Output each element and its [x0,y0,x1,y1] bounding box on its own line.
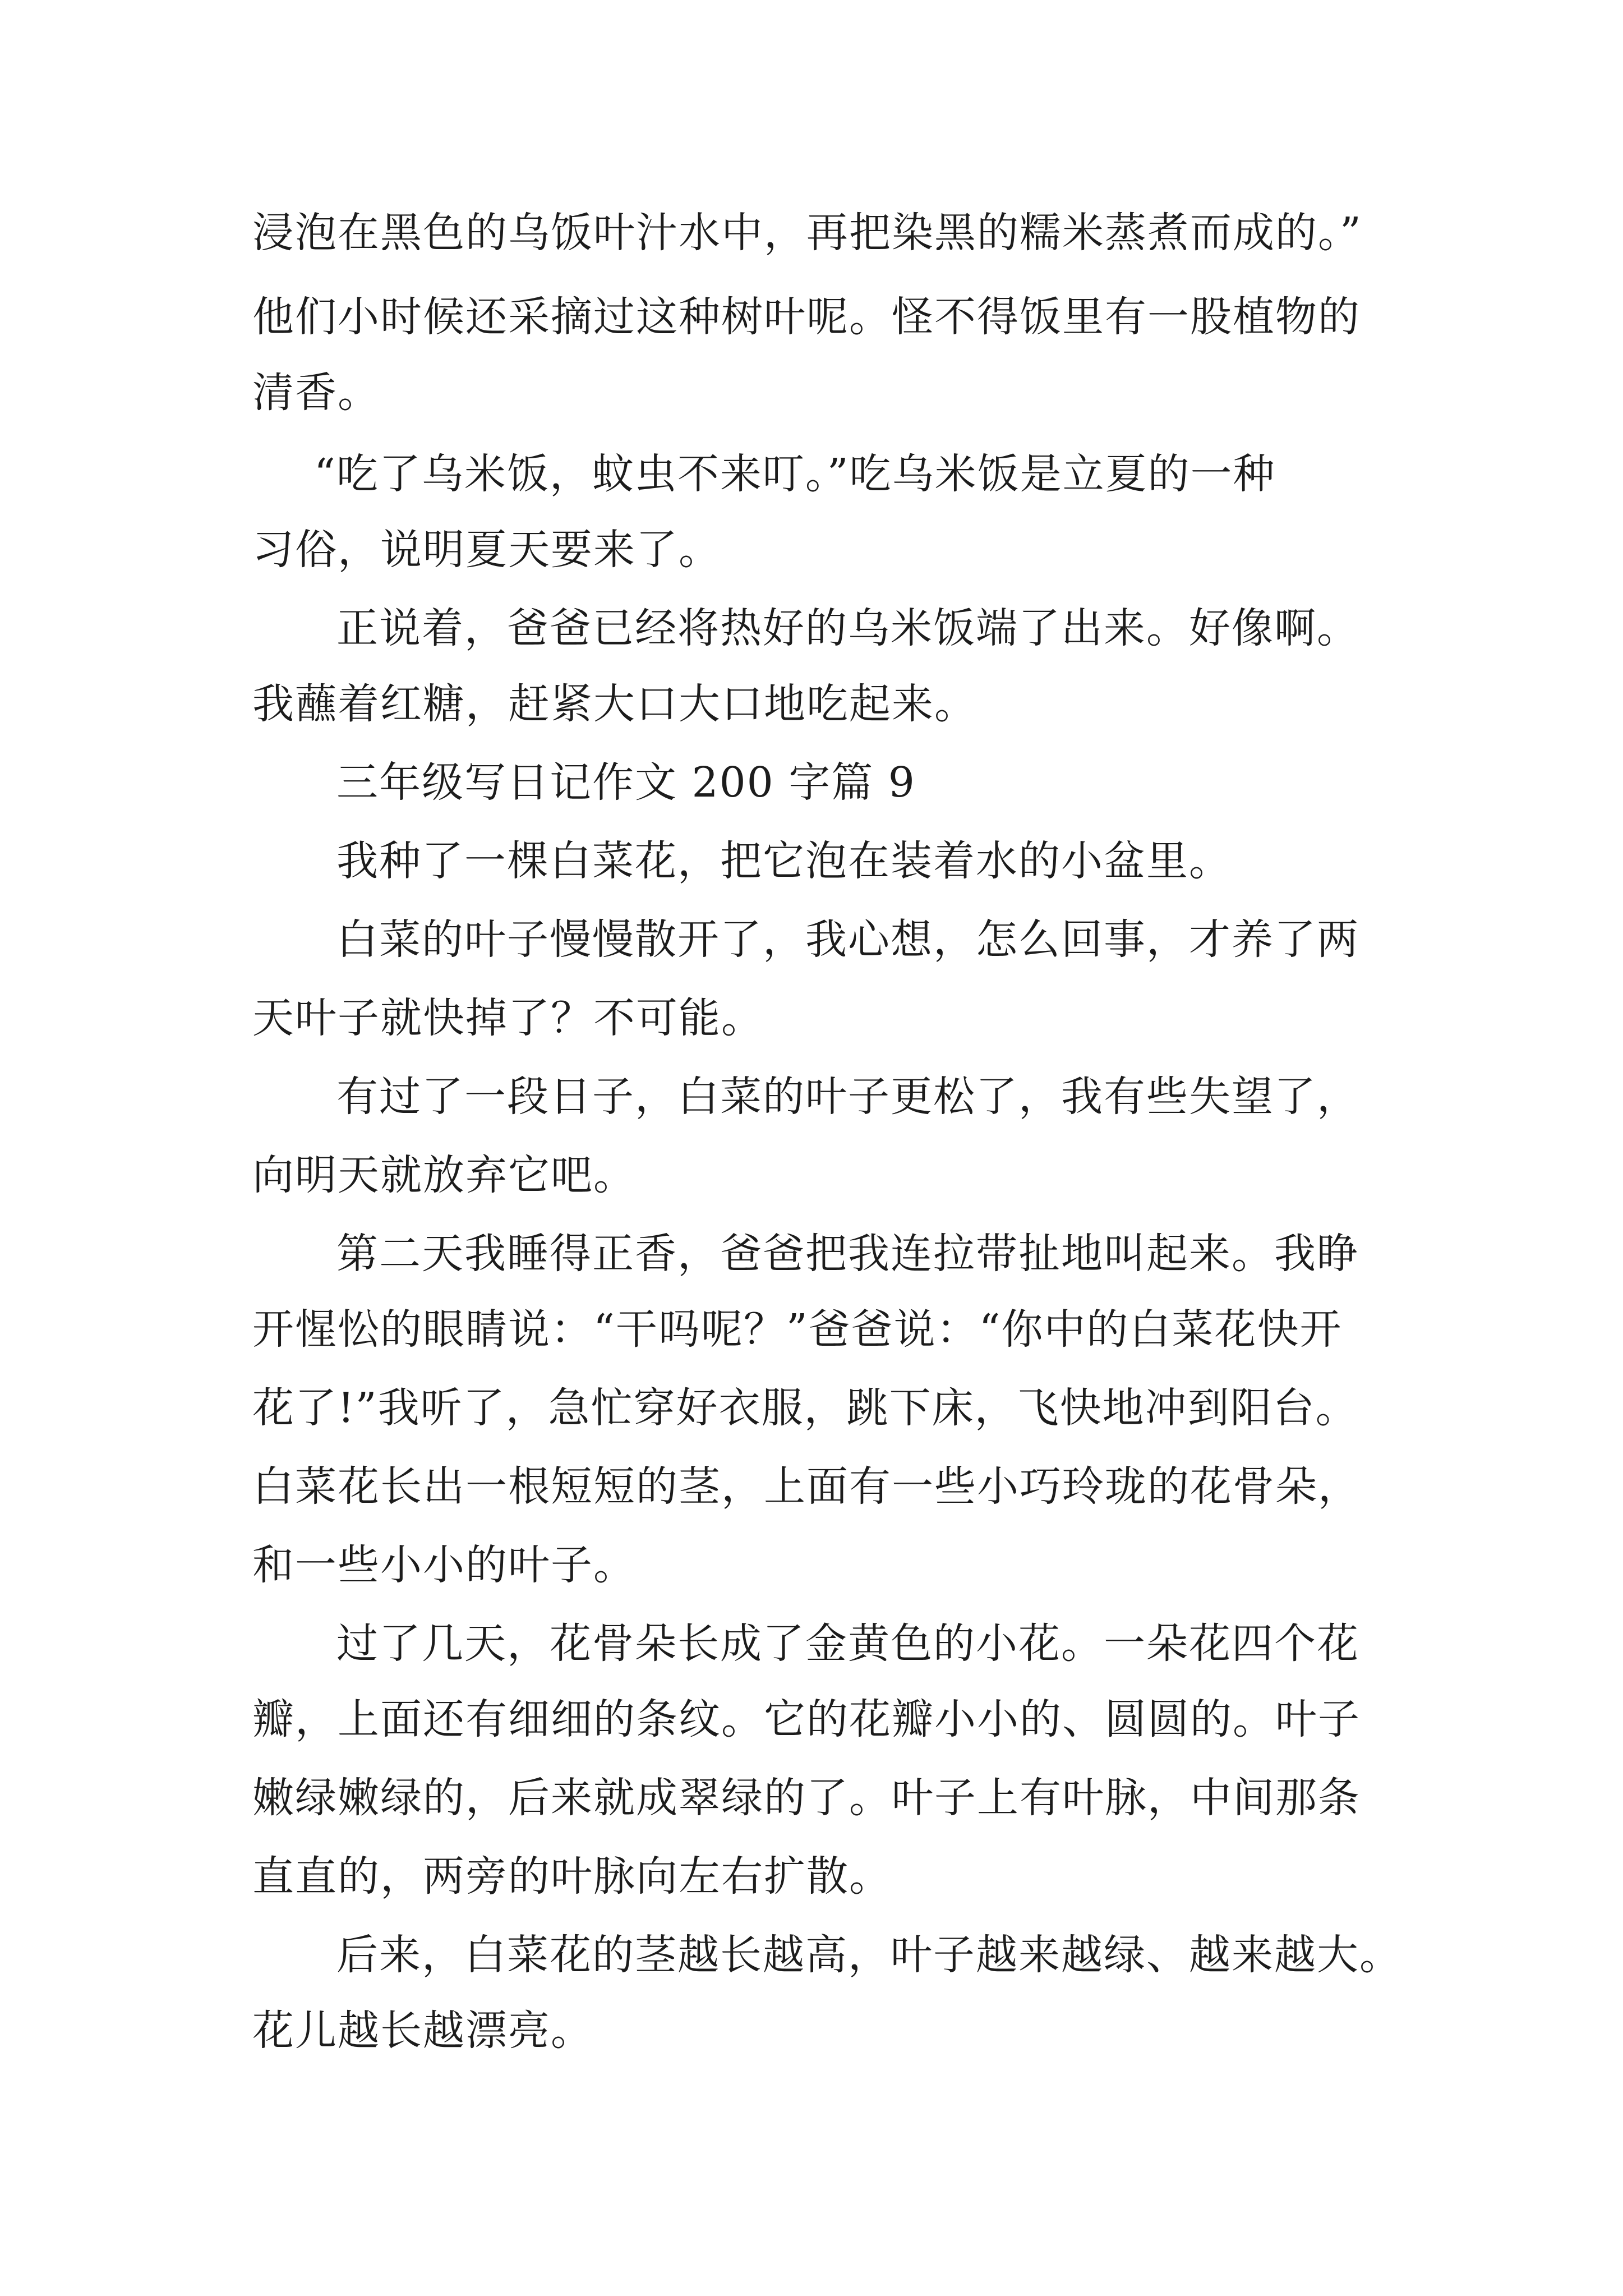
text-line: 第二天我睡得正香，爸爸把我连拉带扯地叫起来。我睁 [336,1230,1359,1278]
text-line: 他们小时候还采摘过这种树叶呢。怪不得饭里有一股植物的 [252,293,1361,341]
text-line: 有过了一段日子，白菜的叶子更松了，我有些失望了， [336,1073,1359,1121]
text-line: 清香。 [252,369,380,417]
text-line: 瓣，上面还有细细的条纹。它的花瓣小小的、圆圆的。叶子 [252,1695,1361,1743]
text-line: 白菜花长出一根短短的茎，上面有一些小巧玲珑的花骨朵， [252,1462,1361,1511]
text-line: 花了!”我听了，急忙穿好衣服，跳下床，飞快地冲到阳台。 [252,1384,1358,1432]
text-line: 浸泡在黑色的乌饭叶汁水中，再把染黑的糯米蒸煮而成的。” [252,209,1362,257]
text-line: 过了几天，花骨朵长成了金黄色的小花。一朵花四个花 [336,1619,1359,1668]
text-line: 嫩绿嫩绿的，后来就成翠绿的了。叶子上有叶脉，中间那条 [252,1774,1361,1822]
text-line: 和一些小小的叶子。 [252,1541,636,1589]
text-line: 白菜的叶子慢慢散开了，我心想，怎么回事，才养了两 [336,915,1359,964]
text-line: 天叶子就快掉了？不可能。 [252,994,764,1042]
text-line: 直直的，两旁的叶脉向左右扩散。 [252,1852,892,1901]
text-line: 我种了一棵白菜花，把它泡在装着水的小盆里。 [336,837,1232,885]
text-line: 我蘸着红糖，赶紧大口大口地吃起来。 [252,680,977,728]
text-line: 花儿越长越漂亮。 [252,2007,593,2055]
text-line: 后来，白菜花的茎越长越高，叶子越来越绿、越来越大。 [336,1931,1402,1979]
section-heading: 三年级写日记作文 200 字篇 9 [336,758,916,807]
text-line: 习俗，说明夏天要来了。 [252,526,721,574]
text-line: 正说着，爸爸已经将热好的乌米饭端了出来。好像啊。 [336,604,1359,652]
text-line: 开惺忪的眼睛说：“干吗呢？”爸爸说：“你中的白菜花快开 [252,1305,1343,1354]
text-line: 向明天就放弃它吧。 [252,1151,636,1199]
text-line: “吃了乌米饭，蚊虫不来叮。”吃乌米饭是立夏的一种 [314,450,1276,498]
